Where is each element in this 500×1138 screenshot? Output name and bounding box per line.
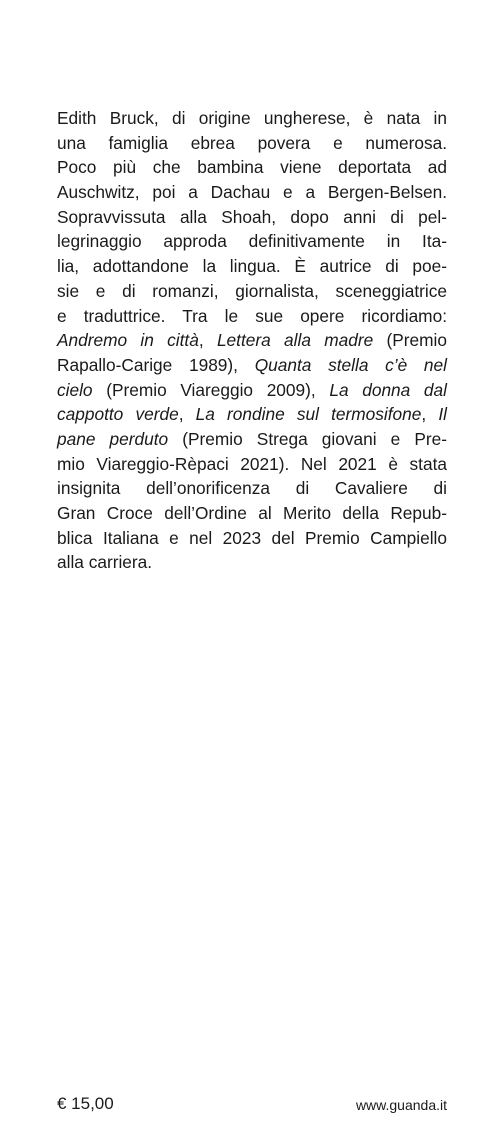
bio-text: (Premio Viareggio 2009), <box>92 379 330 400</box>
bio-text: e traduttrice. Tra le sue opere ricordiamo: <box>57 305 447 326</box>
book-title: Il <box>438 404 447 425</box>
bio-line <box>57 254 447 279</box>
bio-line <box>57 131 447 156</box>
book-title: Lettera alla madre <box>216 330 374 351</box>
bio-text: Poco più che bambina viene deportata ad <box>57 157 447 178</box>
bio-text: Gran Croce dell’Ordine al Merito della Repub- <box>57 503 447 523</box>
bio-line <box>57 353 447 378</box>
bio-text: , <box>421 404 439 425</box>
bio-line <box>57 304 447 329</box>
bio-line <box>57 229 447 254</box>
bio-text: una famiglia ebrea povera e numerosa. <box>57 132 447 153</box>
bio-line <box>57 550 447 575</box>
bio-line <box>57 279 447 304</box>
bio-line <box>57 452 447 477</box>
bio-text: , <box>198 330 217 351</box>
bio-text: Edith Bruck, di origine ungherese, è nata in <box>57 108 447 128</box>
bio-text: blica Italiana e nel 2023 del Premio Campiello <box>57 527 447 548</box>
bio-text: Auschwitz, poi a Dachau e a Bergen-Belsen. <box>57 182 447 203</box>
bio-line <box>57 402 447 427</box>
book-title: Andremo in città <box>57 330 199 351</box>
bio-text: (Premio <box>373 330 447 351</box>
bio-text: Sopravvissuta alla Shoah, dopo anni di pel- <box>57 206 447 227</box>
bio-text: insignita dell’onorificenza di Cavaliere di <box>57 478 447 499</box>
book-title: Quanta stella c’è nel <box>254 354 447 375</box>
bio-line <box>57 526 447 551</box>
publisher-website: www.guanda.it <box>355 1097 447 1113</box>
book-title: cappotto verde <box>57 404 179 425</box>
bio-text: , <box>178 404 196 425</box>
book-title: cielo <box>57 379 93 400</box>
bio-text: Rapallo-Carige 1989), <box>57 354 255 375</box>
bio-line <box>57 427 447 452</box>
bio-line <box>57 155 447 180</box>
bio-line <box>57 180 447 205</box>
back-cover-footer <box>57 1092 447 1116</box>
bio-line <box>57 205 447 230</box>
bio-text: (Premio Strega giovani e Pre- <box>168 428 447 449</box>
bio-line <box>57 378 447 403</box>
bio-text: alla carriera. <box>57 552 153 573</box>
bio-line <box>57 476 447 501</box>
author-biography <box>57 106 447 575</box>
book-title: La donna dal <box>329 379 447 400</box>
book-title: pane perduto <box>57 428 169 449</box>
bio-line <box>57 328 447 353</box>
bio-line <box>57 106 447 131</box>
book-title: La rondine sul termosifone <box>195 404 422 425</box>
bio-text: legrinaggio approda definitivamente in Ita- <box>57 231 447 252</box>
bio-text: mio Viareggio-Rèpaci 2021). Nel 2021 è stata <box>57 453 447 474</box>
bio-text: sie e di romanzi, giornalista, sceneggiatrice <box>57 280 447 301</box>
bio-line <box>57 501 447 526</box>
price: € 15,00 <box>57 1094 114 1113</box>
bio-text: lia, adottandone la lingua. È autrice di poe- <box>57 256 447 277</box>
